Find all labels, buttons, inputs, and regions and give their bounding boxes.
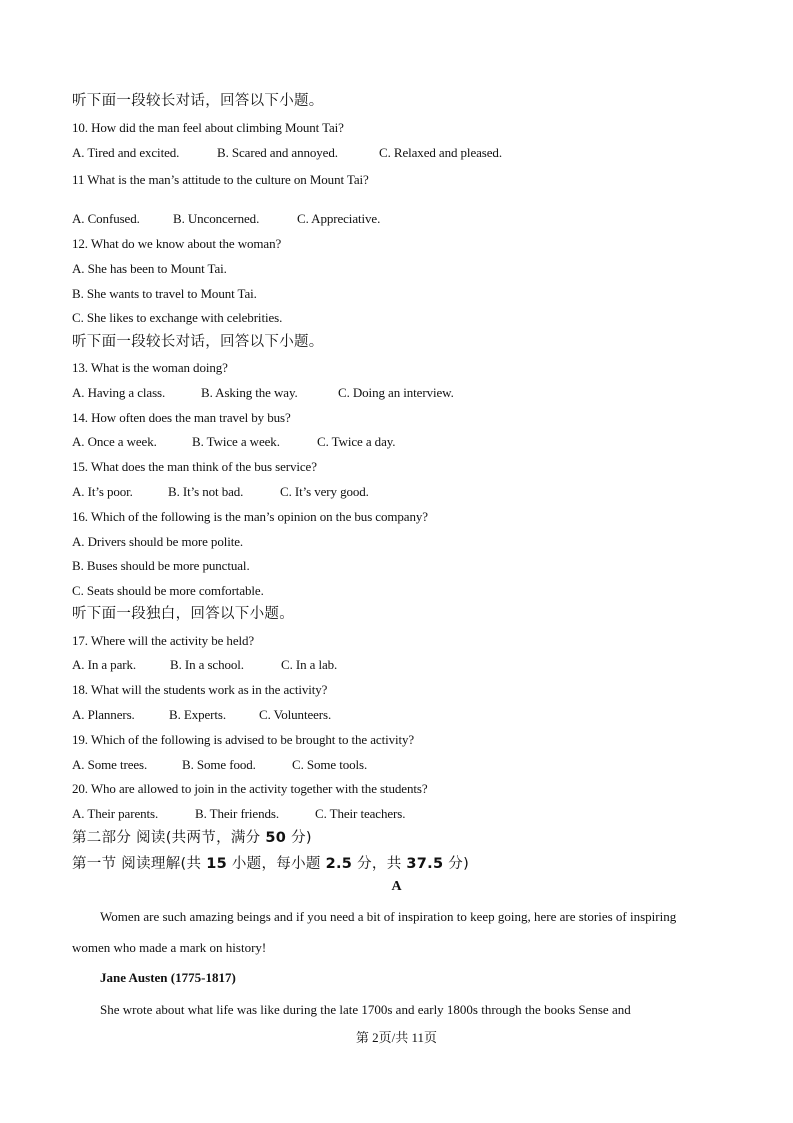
passage-intro-line-2: women who made a mark on history! [72, 940, 267, 955]
option-a[interactable]: A. Planners. [72, 707, 135, 722]
listening-heading-1: 听下面一段较长对话，回答以下小题。 [72, 93, 324, 109]
option-16-a[interactable]: A. Drivers should be more polite. [72, 534, 244, 549]
passage-letter: A [391, 879, 402, 894]
option-c[interactable]: C. Twice a day. [317, 434, 396, 449]
question-17: 17. Where will the activity be held? [72, 633, 255, 648]
question-16: 16. Which of the following is the man’s opinion on the bus company? [72, 509, 428, 524]
question-12: 12. What do we know about the woman? [72, 236, 282, 251]
question-19: 19. Which of the following is advised to be brought to the activity? [72, 732, 415, 747]
page-footer: 第 2页/共 11页 [355, 1030, 438, 1045]
option-b[interactable]: B. Experts. [169, 707, 227, 722]
option-b[interactable]: B. In a school. [170, 657, 244, 672]
option-c[interactable]: C. Appreciative. [297, 211, 381, 226]
passage-body-line-1: She wrote about what life was like during the late 1700s and early 1800s through the books Sense and [100, 1002, 631, 1017]
question-18: 18. What will the students work as in the activity? [72, 682, 328, 697]
option-c[interactable]: C. Their teachers. [315, 806, 406, 821]
options-11 [72, 211, 380, 227]
option-b[interactable]: B. It’s not bad. [168, 484, 244, 499]
question-15: 15. What does the man think of the bus service? [72, 459, 317, 474]
part-two-heading: 第二部分 阅读(共两节，满分 50 分) [72, 830, 312, 846]
option-16-b[interactable]: B. Buses should be more punctual. [72, 558, 250, 573]
options-13 [72, 385, 454, 401]
option-c[interactable]: C. Some tools. [292, 757, 368, 772]
listening-heading-2: 听下面一段较长对话，回答以下小题。 [72, 334, 324, 350]
option-b[interactable]: B. Unconcerned. [173, 211, 260, 226]
option-a[interactable]: A. Having a class. [72, 385, 166, 400]
option-b[interactable]: B. Asking the way. [201, 385, 298, 400]
question-11: 11 What is the man’s attitude to the culture on Mount Tai? [72, 172, 369, 187]
option-16-c[interactable]: C. Seats should be more comfortable. [72, 583, 264, 598]
listening-heading-3: 听下面一段独白，回答以下小题。 [72, 606, 294, 622]
options-18 [72, 707, 331, 723]
option-a[interactable]: A. Once a week. [72, 434, 157, 449]
option-b[interactable]: B. Their friends. [195, 806, 279, 821]
option-b[interactable]: B. Scared and annoyed. [217, 145, 338, 160]
option-a[interactable]: A. Their parents. [72, 806, 159, 821]
option-c[interactable]: C. Volunteers. [259, 707, 332, 722]
options-15 [72, 484, 369, 500]
option-a[interactable]: A. Some trees. [72, 757, 148, 772]
option-b[interactable]: B. Some food. [182, 757, 256, 772]
option-12-c[interactable]: C. She likes to exchange with celebrities. [72, 310, 283, 325]
option-c[interactable]: C. It’s very good. [280, 484, 369, 499]
options-17 [72, 657, 337, 673]
options-10 [72, 145, 502, 161]
option-a[interactable]: A. Tired and excited. [72, 145, 180, 160]
option-b[interactable]: B. Twice a week. [192, 434, 280, 449]
passage-subheading: Jane Austen (1775-1817) [100, 970, 236, 985]
option-a[interactable]: A. Confused. [72, 211, 140, 226]
question-10: 10. How did the man feel about climbing Mount Tai? [72, 120, 344, 135]
question-20: 20. Who are allowed to join in the activity together with the students? [72, 781, 428, 796]
option-12-b[interactable]: B. She wants to travel to Mount Tai. [72, 286, 257, 301]
option-a[interactable]: A. In a park. [72, 657, 137, 672]
options-20 [72, 806, 405, 822]
question-14: 14. How often does the man travel by bus? [72, 410, 291, 425]
section-one-heading: 第一节 阅读理解(共 15 小题，每小题 2.5 分，共 37.5 分) [72, 856, 470, 872]
option-12-a[interactable]: A. She has been to Mount Tai. [72, 261, 227, 276]
option-a[interactable]: A. It’s poor. [72, 484, 133, 499]
option-c[interactable]: C. Doing an interview. [338, 385, 454, 400]
options-19 [72, 757, 367, 773]
option-c[interactable]: C. Relaxed and pleased. [379, 145, 502, 160]
passage-intro-line-1: Women are such amazing beings and if you need a bit of inspiration to keep going, here are stories of inspiring [100, 909, 677, 924]
question-13: 13. What is the woman doing? [72, 360, 228, 375]
option-c[interactable]: C. In a lab. [281, 657, 338, 672]
options-14 [72, 434, 395, 450]
